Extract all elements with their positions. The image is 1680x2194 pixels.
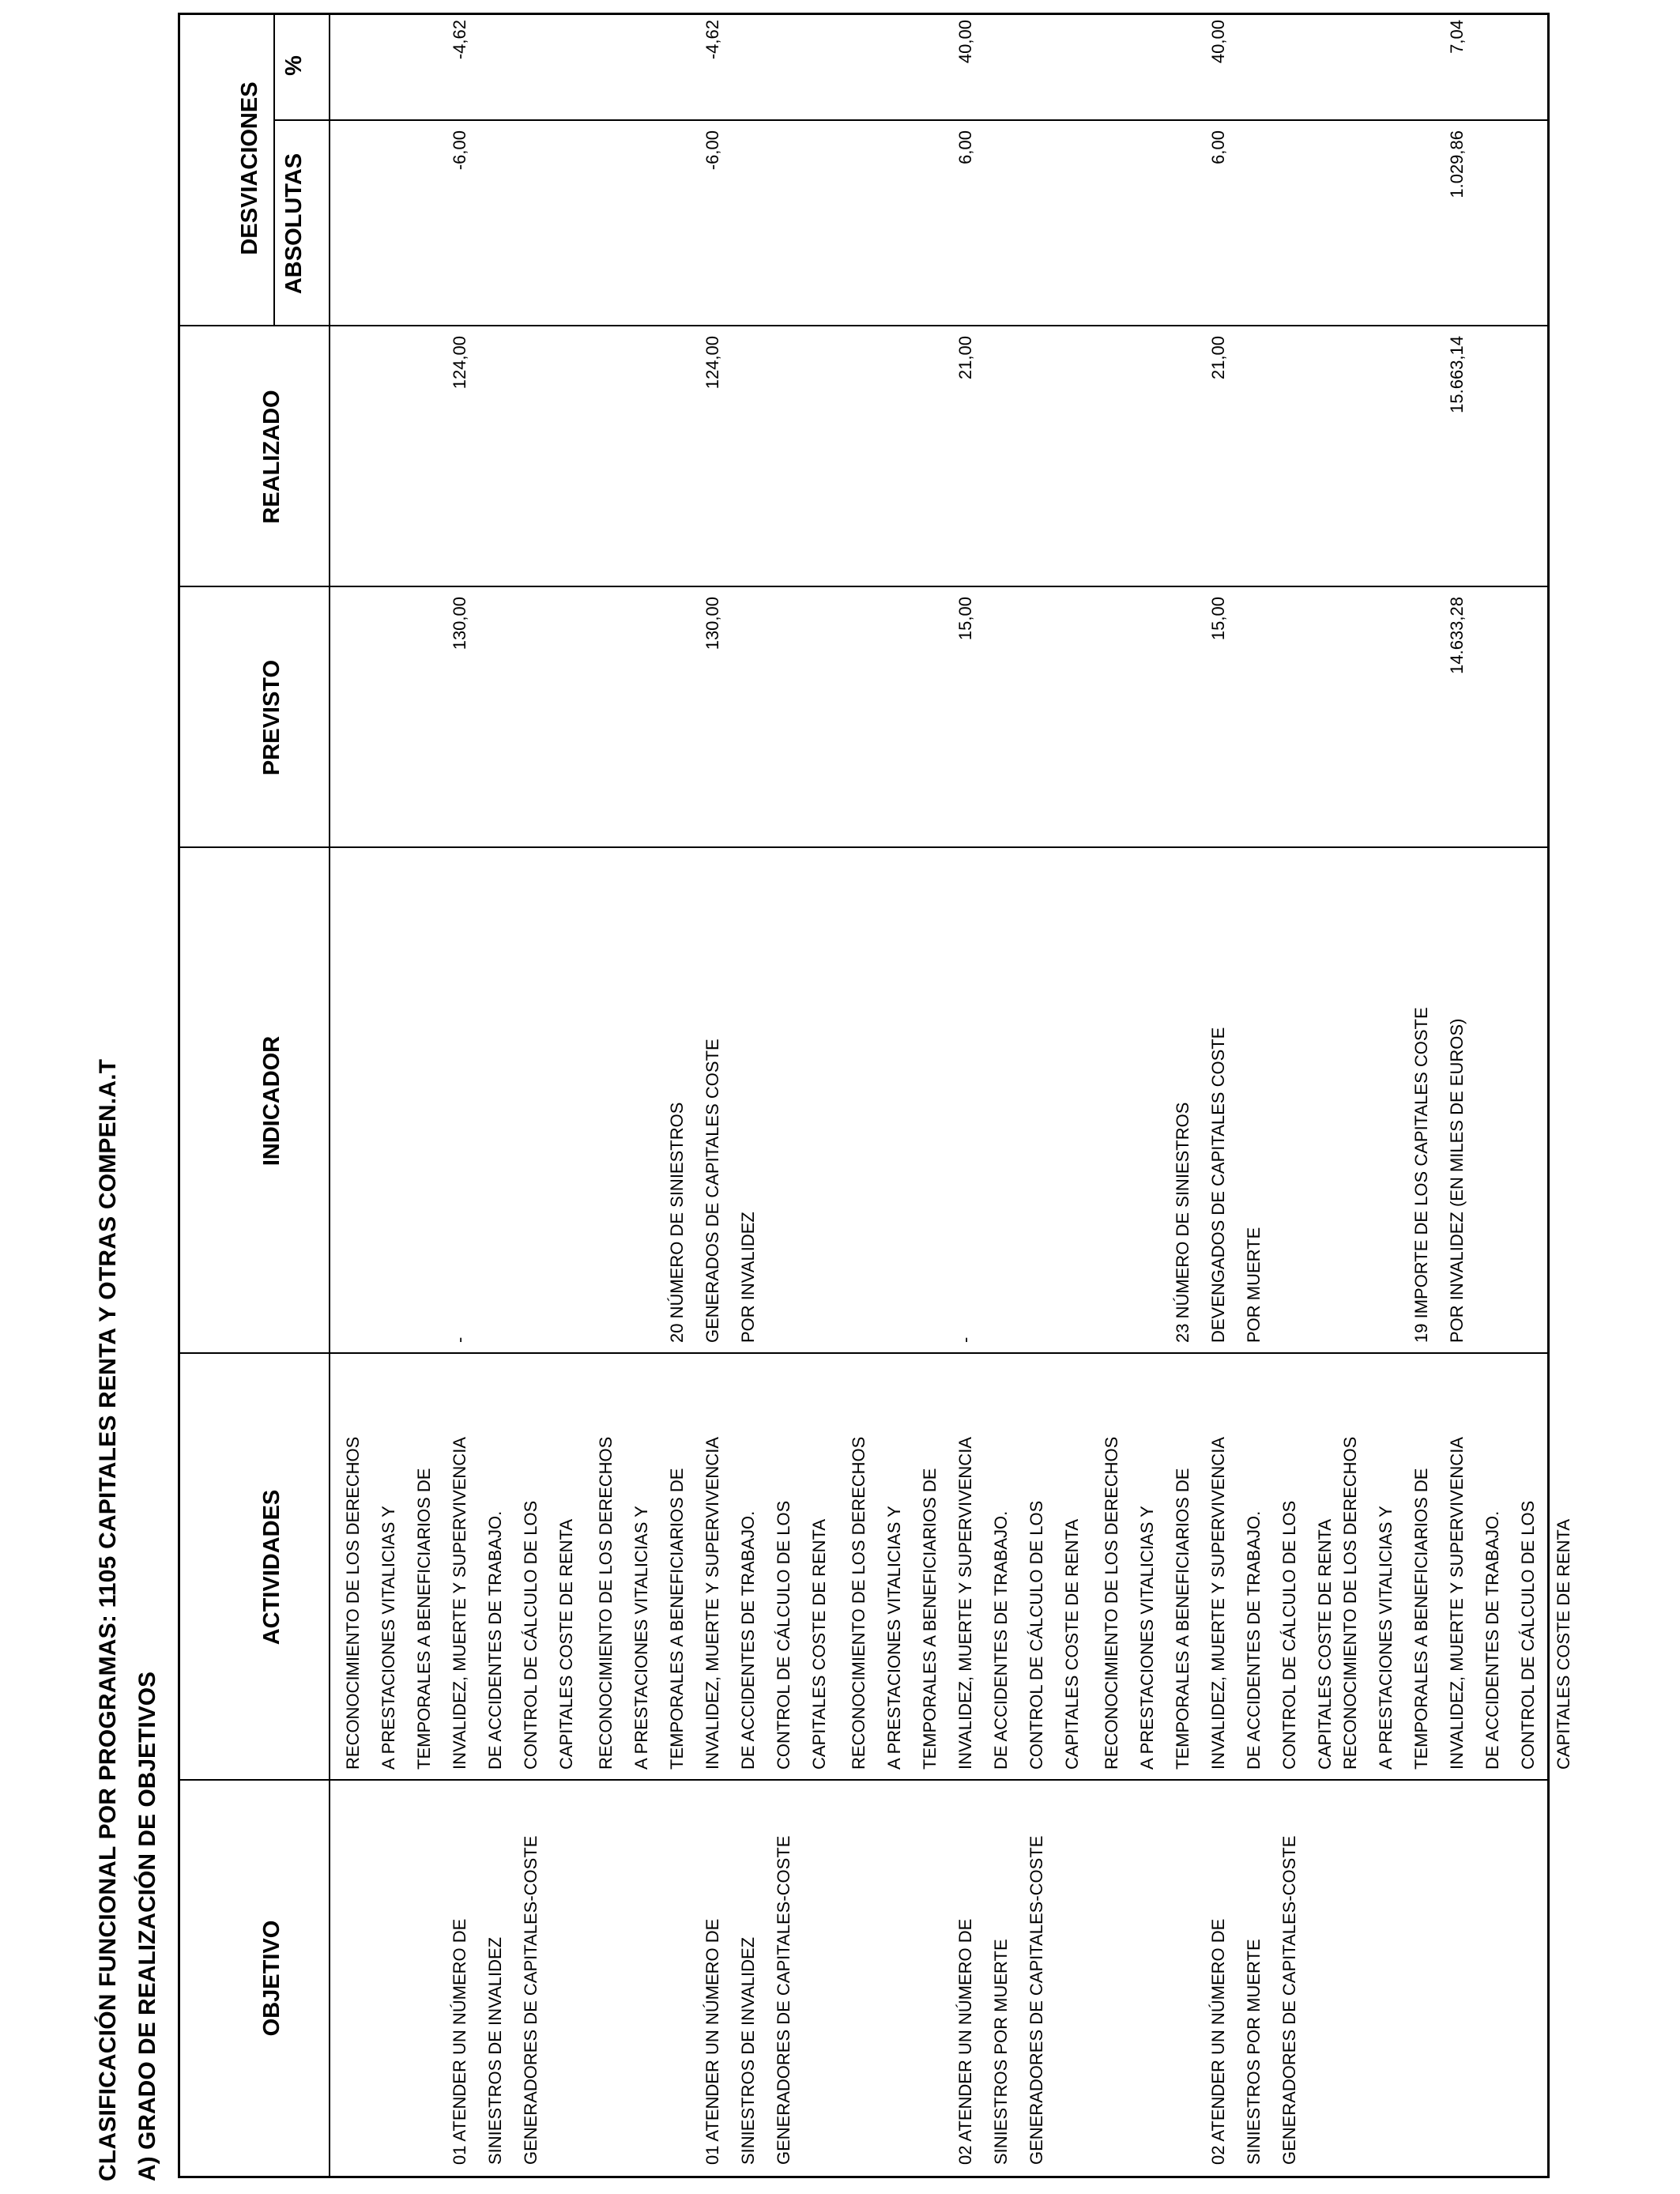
indicador-line: POR INVALIDEZ: [738, 1212, 758, 1343]
actividades-line: CONTROL DE CÁLCULO DE LOS: [774, 1500, 793, 1770]
actividades-line: CONTROL DE CÁLCULO DE LOS: [1279, 1500, 1299, 1770]
actividades-line: DE ACCIDENTES DE TRABAJO.: [738, 1510, 758, 1770]
actividades-line: INVALIDEZ, MUERTE Y SUPERVIVENCIA: [1208, 1437, 1228, 1770]
header-indicador: INDICADOR: [259, 1035, 284, 1167]
value-porcentaje: 7,04: [1447, 20, 1467, 54]
value-realizado: 124,00: [450, 336, 469, 390]
value-previsto: 15,00: [1208, 597, 1228, 641]
actividades-line: DE ACCIDENTES DE TRABAJO.: [485, 1510, 505, 1770]
value-absolutas: -6,00: [450, 130, 469, 171]
actividades-line: TEMPORALES A BENEFICIARIOS DE: [667, 1468, 687, 1770]
col-rule-5: [180, 325, 1550, 326]
header-bottom-rule: [329, 13, 330, 2176]
objetivo-line: GENERADORES DE CAPITALES-COSTE: [1279, 1835, 1299, 2165]
actividades-line: A PRESTACIONES VITALICIAS Y: [631, 1506, 651, 1770]
actividades-line: INVALIDEZ, MUERTE Y SUPERVIVENCIA: [450, 1437, 469, 1770]
actividades-line: CAPITALES COSTE DE RENTA: [1062, 1518, 1082, 1770]
objetivo-line: 02 ATENDER UN NÚMERO DE: [955, 1918, 975, 2165]
value-porcentaje: 40,00: [1208, 20, 1228, 64]
actividades-line: RECONOCIMIENTO DE LOS DERECHOS: [343, 1436, 363, 1770]
header-desviaciones: DESVIACIONES: [237, 81, 262, 255]
actividades-line: TEMPORALES A BENEFICIARIOS DE: [414, 1468, 434, 1770]
actividades-line: CONTROL DE CÁLCULO DE LOS: [1518, 1500, 1538, 1770]
value-absolutas: 6,00: [1208, 130, 1228, 164]
header-previsto: PREVISTO: [259, 659, 284, 776]
actividades-line: INVALIDEZ, MUERTE Y SUPERVIVENCIA: [703, 1437, 722, 1770]
col-rule-4: [180, 586, 1550, 587]
value-previsto: 130,00: [703, 597, 722, 650]
value-realizado: 124,00: [703, 336, 722, 390]
value-realizado: 21,00: [955, 336, 975, 380]
actividades-line: DE ACCIDENTES DE TRABAJO.: [1244, 1510, 1264, 1770]
value-realizado: 15.663,14: [1447, 336, 1467, 413]
value-porcentaje: -4,62: [703, 20, 722, 60]
actividades-line: CAPITALES COSTE DE RENTA: [809, 1518, 829, 1770]
value-previsto: 130,00: [450, 597, 469, 650]
desviaciones-sub-rule: [273, 13, 275, 326]
indicador-line: -: [450, 1336, 469, 1343]
actividades-line: A PRESTACIONES VITALICIAS Y: [379, 1506, 398, 1770]
objetivo-line: GENERADORES DE CAPITALES-COSTE: [521, 1835, 541, 2165]
actividades-line: RECONOCIMIENTO DE LOS DERECHOS: [1340, 1436, 1360, 1770]
objetivo-line: SINIESTROS POR MUERTE: [991, 1939, 1011, 2165]
objetivo-line: 02 ATENDER UN NÚMERO DE: [1208, 1918, 1228, 2165]
objetivo-line: 01 ATENDER UN NÚMERO DE: [703, 1918, 722, 2165]
actividades-line: INVALIDEZ, MUERTE Y SUPERVIVENCIA: [1447, 1437, 1467, 1770]
objetivo-line: SINIESTROS DE INVALIDEZ: [485, 1936, 505, 2165]
header-actividades: ACTIVIDADES: [259, 1489, 284, 1646]
indicador-line: 23 NÚMERO DE SINIESTROS: [1173, 1102, 1192, 1343]
actividades-line: CONTROL DE CÁLCULO DE LOS: [1026, 1500, 1046, 1770]
actividades-line: RECONOCIMIENTO DE LOS DERECHOS: [596, 1436, 616, 1770]
actividades-line: DE ACCIDENTES DE TRABAJO.: [1482, 1510, 1502, 1770]
actividades-line: A PRESTACIONES VITALICIAS Y: [1137, 1506, 1157, 1770]
indicador-line: -: [955, 1336, 975, 1343]
value-absolutas: 6,00: [955, 130, 975, 164]
header-realizado: REALIZADO: [259, 390, 284, 524]
value-previsto: 15,00: [955, 597, 975, 641]
col-rule-3: [180, 846, 1550, 848]
header-porcentaje: %: [281, 55, 307, 76]
actividades-line: A PRESTACIONES VITALICIAS Y: [1376, 1506, 1396, 1770]
actividades-line: DE ACCIDENTES DE TRABAJO.: [991, 1510, 1011, 1770]
actividades-line: A PRESTACIONES VITALICIAS Y: [884, 1506, 904, 1770]
value-porcentaje: -4,62: [450, 20, 469, 60]
value-absolutas: -6,00: [703, 130, 722, 171]
actividades-line: CAPITALES COSTE DE RENTA: [556, 1518, 576, 1770]
indicador-line: DEVENGADOS DE CAPITALES COSTE: [1208, 1027, 1228, 1343]
actividades-line: RECONOCIMIENTO DE LOS DERECHOS: [1102, 1436, 1121, 1770]
col-rule-1: [180, 1779, 1550, 1781]
objectives-table: [178, 13, 1573, 2178]
indicador-line: GENERADOS DE CAPITALES COSTE: [703, 1039, 722, 1343]
actividades-line: TEMPORALES A BENEFICIARIOS DE: [1411, 1468, 1431, 1770]
value-previsto: 14.633,28: [1447, 597, 1467, 674]
objetivo-line: GENERADORES DE CAPITALES-COSTE: [774, 1835, 793, 2165]
header-objetivo: OBJETIVO: [259, 1920, 284, 2037]
actividades-line: INVALIDEZ, MUERTE Y SUPERVIVENCIA: [955, 1437, 975, 1770]
objetivo-line: SINIESTROS POR MUERTE: [1244, 1939, 1264, 2165]
objetivo-line: GENERADORES DE CAPITALES-COSTE: [1026, 1835, 1046, 2165]
objetivo-line: SINIESTROS DE INVALIDEZ: [738, 1936, 758, 2165]
actividades-line: CONTROL DE CÁLCULO DE LOS: [521, 1500, 541, 1770]
page-subtitle: A) GRADO DE REALIZACIÓN DE OBJETIVOS: [134, 1671, 160, 2181]
indicador-line: 19 IMPORTE DE LOS CAPITALES COSTE: [1411, 1007, 1431, 1343]
objetivo-line: 01 ATENDER UN NÚMERO DE: [450, 1918, 469, 2165]
indicador-line: POR INVALIDEZ (EN MILES DE EUROS): [1447, 1018, 1467, 1343]
value-realizado: 21,00: [1208, 336, 1228, 380]
actividades-line: RECONOCIMIENTO DE LOS DERECHOS: [849, 1436, 868, 1770]
actividades-line: TEMPORALES A BENEFICIARIOS DE: [1173, 1468, 1192, 1770]
header-absolutas: ABSOLUTAS: [281, 153, 307, 295]
value-porcentaje: 40,00: [955, 20, 975, 64]
col-rule-2: [180, 1352, 1550, 1354]
value-absolutas: 1.029,86: [1447, 130, 1467, 198]
indicador-line: POR MUERTE: [1244, 1227, 1264, 1343]
actividades-line: CAPITALES COSTE DE RENTA: [1315, 1518, 1335, 1770]
actividades-line: CAPITALES COSTE DE RENTA: [1554, 1518, 1573, 1770]
actividades-line: TEMPORALES A BENEFICIARIOS DE: [920, 1468, 940, 1770]
page-title: CLASIFICACIÓN FUNCIONAL POR PROGRAMAS: 1105 CAPITALES RENTA Y OTRAS COMPEN.A.T: [95, 1058, 121, 2181]
indicador-line: 20 NÚMERO DE SINIESTROS: [667, 1102, 687, 1343]
